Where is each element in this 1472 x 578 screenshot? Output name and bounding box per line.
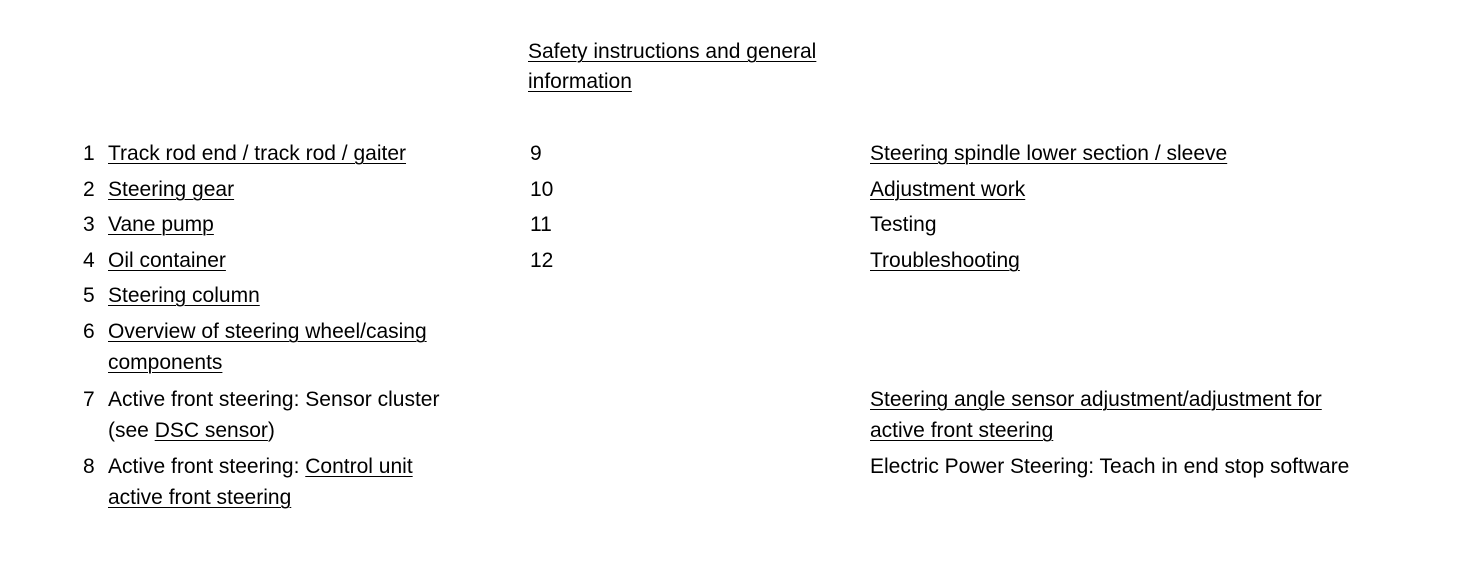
safety-instructions-link-line2[interactable]: information [528, 70, 632, 93]
oil-container-link[interactable]: Oil container [108, 249, 226, 272]
steering-wheel-overview-link[interactable]: Overview of steering wheel/casing [108, 320, 427, 343]
control-unit-link-line2[interactable]: active front steering [108, 486, 292, 509]
see-open-text: (see [108, 419, 155, 442]
item-number-4: 4 [83, 249, 95, 272]
item-number-3: 3 [83, 213, 95, 236]
steering-wheel-overview-link-line2[interactable]: components [108, 351, 223, 374]
sensor-cluster-text: Active front steering: Sensor cluster [108, 388, 440, 411]
steering-column-link[interactable]: Steering column [108, 284, 260, 307]
item-number-7: 7 [83, 388, 95, 411]
item-number-2: 2 [83, 178, 95, 201]
sensor-cluster-see-line [108, 415, 275, 447]
control-unit-prefix: Active front steering: [108, 455, 306, 478]
testing-text: Testing [870, 213, 937, 236]
item-number-9: 9 [530, 142, 542, 165]
see-close-text: ) [267, 419, 275, 442]
troubleshooting-link[interactable]: Troubleshooting [870, 249, 1020, 272]
steering-gear-link[interactable]: Steering gear [108, 178, 235, 201]
steering-spindle-link[interactable]: Steering spindle lower section / sleeve [870, 142, 1228, 165]
steering-angle-sensor-link-line2[interactable]: active front steering [870, 419, 1054, 442]
item-number-11: 11 [530, 213, 552, 236]
steering-angle-sensor-link[interactable]: Steering angle sensor adjustment/adjustment for [870, 388, 1322, 411]
vane-pump-link[interactable]: Vane pump [108, 213, 214, 236]
item-number-6: 6 [83, 320, 95, 343]
control-unit-link[interactable]: Control unit [305, 455, 413, 478]
adjustment-work-link[interactable]: Adjustment work [870, 178, 1026, 201]
item-number-5: 5 [83, 284, 95, 307]
safety-instructions-link[interactable]: Safety instructions and general [528, 40, 817, 63]
track-rod-link[interactable]: Track rod end / track rod / gaiter [108, 142, 407, 165]
control-unit-line [108, 451, 413, 483]
item-number-12: 12 [530, 249, 554, 272]
item-number-10: 10 [530, 178, 554, 201]
item-number-1: 1 [83, 142, 95, 165]
item-number-8: 8 [83, 455, 95, 478]
dsc-sensor-link[interactable]: DSC sensor [154, 419, 268, 442]
eps-teach-in-text: Electric Power Steering: Teach in end stop software [870, 455, 1350, 478]
